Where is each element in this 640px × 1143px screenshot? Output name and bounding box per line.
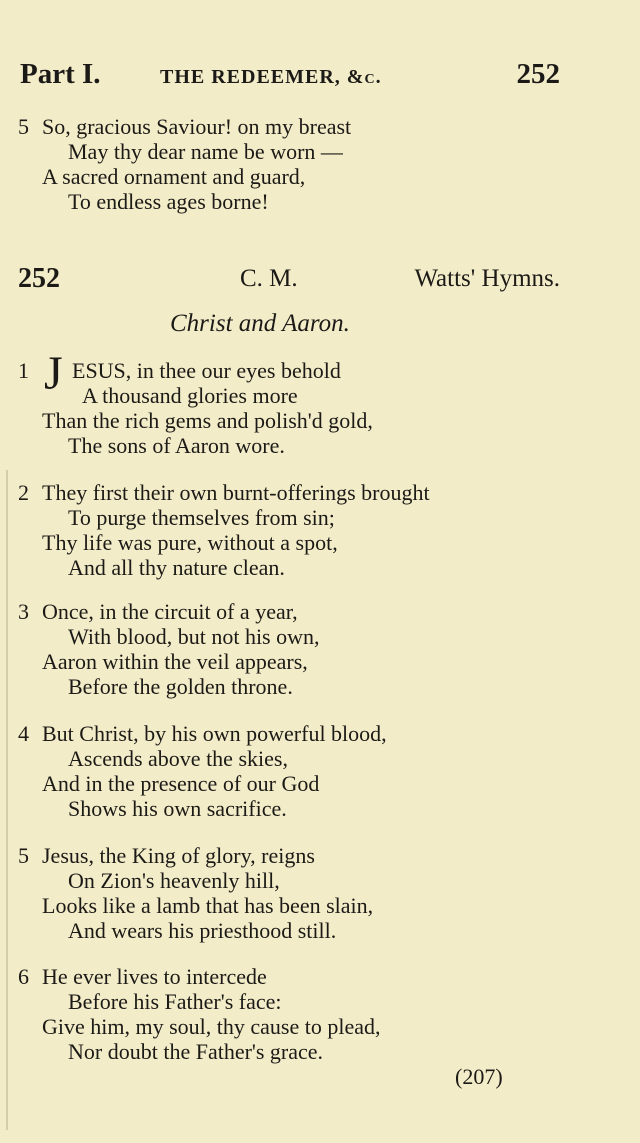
stanza-number: 1 bbox=[18, 358, 29, 383]
stanza-line: To purge themselves from sin; bbox=[68, 505, 335, 530]
stanza-line: And wears his priesthood still. bbox=[68, 918, 337, 943]
stanza-line: A thousand glories more bbox=[82, 383, 298, 408]
hymn-number: 252 bbox=[18, 263, 60, 294]
stanza-line: Aaron within the veil appears, bbox=[42, 649, 308, 674]
stanza-line: Ascends above the skies, bbox=[68, 746, 288, 771]
stanza-line: And in the presence of our God bbox=[42, 771, 320, 796]
page-edge-shadow bbox=[6, 470, 8, 1130]
stanza-number: 4 bbox=[18, 721, 29, 746]
stanza-line: Looks like a lamb that has been slain, bbox=[42, 893, 374, 918]
stanza-line: The sons of Aaron wore. bbox=[68, 433, 285, 458]
folio-number: (207) bbox=[455, 1064, 503, 1089]
stanza-number: 6 bbox=[18, 964, 29, 989]
stanza-line: May thy dear name be worn — bbox=[68, 139, 343, 164]
hymn-source: Watts' Hymns. bbox=[414, 265, 560, 292]
stanza-line: A sacred ornament and guard, bbox=[42, 164, 306, 189]
stanza-line: Shows his own sacrifice. bbox=[68, 796, 287, 821]
hymn-meter: C. M. bbox=[240, 265, 298, 292]
stanza-line: With blood, but not his own, bbox=[68, 624, 320, 649]
stanza-line: Give him, my soul, thy cause to plead, bbox=[42, 1014, 381, 1039]
stanza-line: To endless ages borne! bbox=[68, 189, 269, 214]
stanza-line: So, gracious Saviour! on my breast bbox=[42, 114, 352, 139]
stanza-line: Before the golden throne. bbox=[68, 674, 293, 699]
stanza-line: They first their own burnt-offerings brought bbox=[42, 480, 430, 505]
stanza-line: Than the rich gems and polish'd gold, bbox=[42, 408, 373, 433]
hymn-heading bbox=[18, 263, 560, 297]
stanza-number: 2 bbox=[18, 480, 29, 505]
stanza-line: On Zion's heavenly hill, bbox=[68, 868, 280, 893]
header-page-number: 252 bbox=[516, 58, 560, 90]
stanza-line: Once, in the circuit of a year, bbox=[42, 599, 298, 624]
part-label: Part I. bbox=[20, 58, 101, 90]
stanza-line: He ever lives to intercede bbox=[42, 964, 267, 989]
stanza-number: 5 bbox=[18, 114, 29, 139]
hymn-title: Christ and Aaron. bbox=[170, 310, 350, 337]
stanza-line: And all thy nature clean. bbox=[68, 555, 285, 580]
stanza-line: Thy life was pure, without a spot, bbox=[42, 530, 338, 555]
page-header bbox=[20, 58, 560, 98]
stanza-number: 3 bbox=[18, 599, 29, 624]
stanza-line: Before his Father's face: bbox=[68, 989, 282, 1014]
stanza-number: 5 bbox=[18, 843, 29, 868]
stanza-line: Nor doubt the Father's grace. bbox=[68, 1039, 324, 1064]
stanza-line: ESUS, in thee our eyes behold bbox=[72, 358, 341, 383]
stanza-line: Jesus, the King of glory, reigns bbox=[42, 843, 315, 868]
drop-cap: J bbox=[44, 347, 63, 400]
stanza-line: But Christ, by his own powerful blood, bbox=[42, 721, 387, 746]
running-title: THE REDEEMER, &c. bbox=[160, 66, 382, 88]
